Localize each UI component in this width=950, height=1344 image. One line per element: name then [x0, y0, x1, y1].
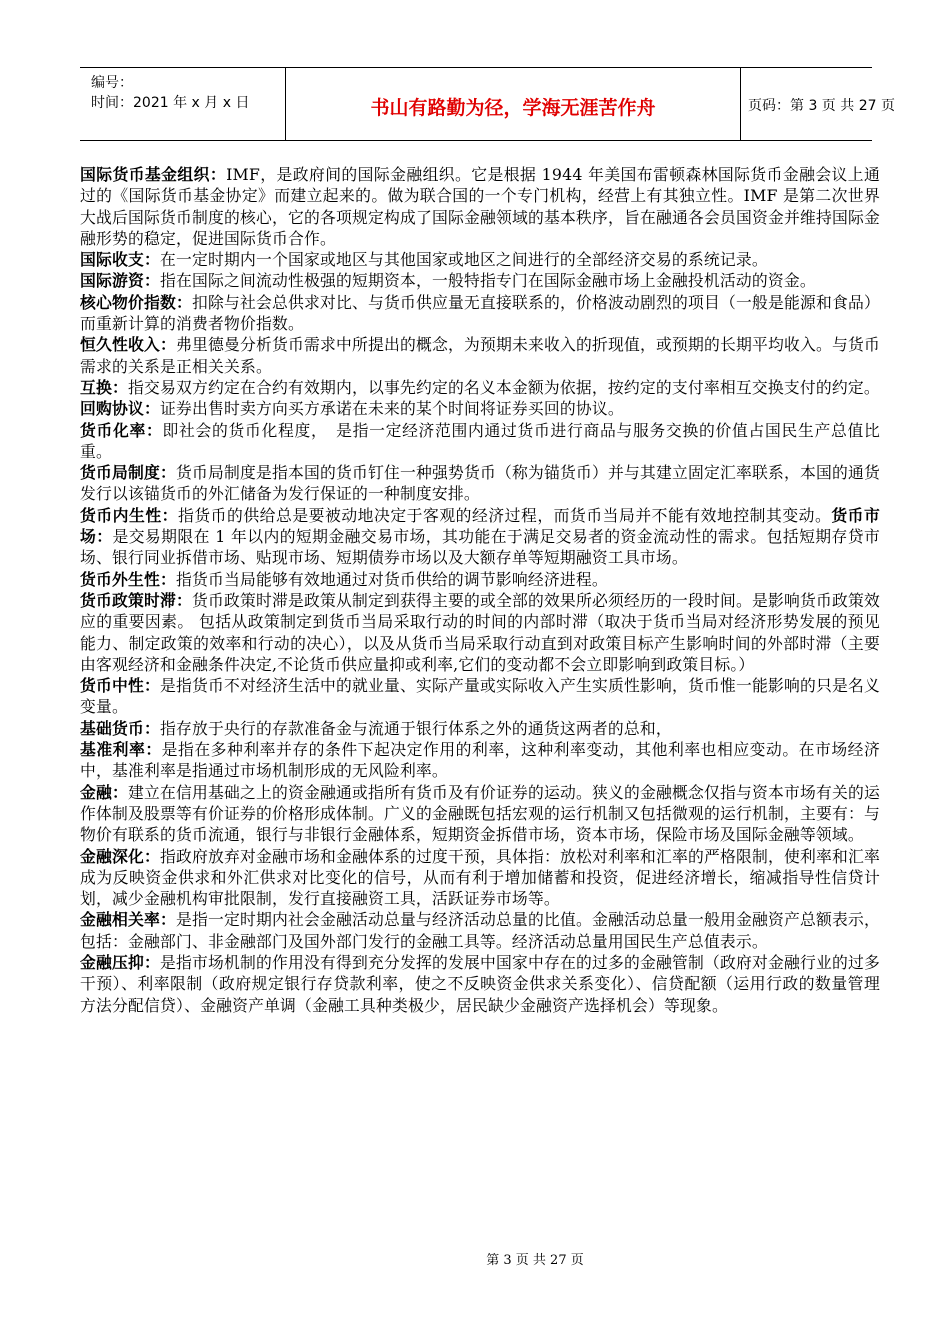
glossary-entry — [80, 739, 880, 782]
glossary-term: 货币内生性： — [80, 505, 178, 525]
glossary-definition: 在一定时期内一个国家或地区与其他国家或地区之间进行的全部经济交易的系统记录。 — [160, 250, 768, 270]
glossary-term: 货币外生性： — [80, 569, 176, 589]
glossary-definition: IMF，是政府间的国际金融组织。它是根据 1944 年美国布雷顿森林国际货币金融会议上通过的《国际货币基金协定》而建立起来的。做为联合国的一个专门机构，经营上有其独立性。IMF 是第二次世界大战后国际货币制度的核心，它的各项规定构成了国际金融领域的基本秩序，旨在融通各会员国资金并维持国际金融形势的稳定，促进国际货币合作。 — [80, 165, 880, 248]
glossary-entry — [80, 462, 880, 505]
glossary-content — [80, 164, 880, 1016]
glossary-entry — [80, 909, 880, 952]
header-page-cell — [742, 68, 895, 140]
glossary-definition: 是指货币不对经济生活中的就业量、实际产量或实际收入产生实质性影响，货币惟一能影响的只是名义变量。 — [80, 676, 880, 717]
header-meta-cell — [80, 68, 286, 140]
glossary-term: 货币化率： — [80, 420, 163, 440]
glossary-entry — [80, 334, 880, 377]
glossary-term: 国际货币基金组织： — [80, 165, 227, 184]
glossary-entry — [80, 846, 880, 910]
glossary-definition: 弗里德曼分析货币需求中所提出的概念，为预期未来收入的折现值，或预期的长期平均收入。与货币需求的关系是正相关关系。 — [80, 335, 880, 376]
glossary-term: 基础货币： — [80, 718, 160, 738]
glossary-term: 核心物价指数： — [80, 292, 192, 312]
glossary-entry — [80, 782, 880, 846]
glossary-definition: 指货币当局能够有效地通过对货币供给的调节影响经济进程。 — [175, 569, 608, 589]
glossary-definition: 指政府放弃对金融市场和金融体系的过度干预，具体指：放松对利率和汇率的严格限制，使利率和汇率成为反映资金供求和外汇供求对比变化的信号，从而有利于增加储蓄和投资，促进经济增长，缩减指导性信贷计划，减少金融机构审批限制，发行直接融资工具，活跃证券市场等。 — [80, 846, 880, 909]
glossary-definition: 是指在多种利率并存的条件下起决定作用的利率，这种利率变动，其他利率也相应变动。在市场经济中，基准利率是指通过市场机制形成的无风险利率。 — [80, 740, 880, 781]
glossary-term: 金融深化： — [80, 846, 160, 866]
glossary-entry — [80, 398, 880, 419]
glossary-definition: 指在国际之间流动性极强的短期资本，一般特指专门在国际金融市场上金融投机活动的资金。 — [160, 271, 816, 291]
page-footer: 第 3 页 共 27 页 — [486, 1253, 584, 1268]
glossary-term: 货币中性： — [80, 676, 160, 696]
document-date-label: 时间：2021 年 x 月 x 日 — [91, 95, 250, 111]
header-motto: 书山有路勤为径，学海无涯苦作舟 — [370, 97, 656, 119]
glossary-entry — [80, 420, 880, 463]
glossary-entry — [80, 270, 880, 291]
glossary-entry — [80, 505, 880, 569]
glossary-term: 国际收支： — [80, 250, 160, 270]
glossary-entry — [80, 590, 880, 675]
glossary-term: 基准利率： — [80, 740, 162, 760]
header-page-info: 页码：第 3 页 共 27 页 — [748, 98, 895, 114]
glossary-entry — [80, 952, 880, 1016]
glossary-definition: 是指市场机制的作用没有得到充分发挥的发展中国家中存在的过多的金融管制（政府对金融行业的过多干预）、利率限制（政府规定银行存贷款利率，使之不反映资金供求关系变化）、信贷配额（运用行政的数量管理方法分配信贷）、金融资产单调（金融工具种类极少，居民缺少金融资产选择机会）等现象。 — [80, 952, 880, 1015]
glossary-term: 金融： — [80, 782, 128, 802]
page-header — [80, 67, 895, 141]
glossary-definition: 货币政策时滞是政策从制定到获得主要的或全部的效果所必须经历的一段时间。是影响货币政策效应的重要因素。 包括从政策制定到货币当局采取行动的时间的内部时滞（取决于货币当局对经济形势发展的预见能力、制定政策的效率和行动的决心），以及从货币当局采取行动直到对政策目标产生影响时间的外部时滞（主要由客观经济和金融条件决定,不论货币供应量抑或利率,它们的变动都不会立即影响到政策目标。） — [80, 590, 880, 674]
glossary-entry — [80, 718, 880, 739]
glossary-term: 国际游资： — [80, 271, 160, 291]
glossary-term: 货币局制度： — [80, 463, 176, 483]
glossary-definition: 是指一定时期内社会金融活动总量与经济活动总量的比值。金融活动总量一般用金融资产总额表示，包括：金融部门、非金融部门及国外部门发行的金融工具等。经济活动总量用国民生产总值表示。 — [80, 910, 880, 951]
header-motto-cell — [286, 68, 741, 140]
glossary-definition: 指货币的供给总是要被动地决定于客观的经济过程，而货币当局并不能有效地控制其变动。 — [178, 505, 832, 525]
glossary-term: 恒久性收入： — [80, 335, 176, 355]
glossary-term: 货币市场： — [80, 505, 880, 547]
glossary-definition: 建立在信用基础之上的资金融通或指所有货币及有价证券的运动。狭义的金融概念仅指与资本市场有关的运作体制及股票等有价证券的价格形成体制。广义的金融既包括宏观的运行机制又包括微观的运行机制，主要有：与物价有联系的货币流通，银行与非银行金融体系，短期资金拆借市场，资本市场，保险市场及国际金融等领域。 — [80, 782, 880, 845]
glossary-term: 金融相关率： — [80, 910, 176, 930]
glossary-entry — [80, 292, 880, 335]
glossary-definition: 货币局制度是指本国的货币钉住一种强势货币（称为锚货币）并与其建立固定汇率联系，本国的通货发行以该锚货币的外汇储备为发行保证的一种制度安排。 — [80, 463, 880, 504]
glossary-entry — [80, 675, 880, 718]
glossary-term: 金融压抑： — [80, 952, 160, 972]
glossary-entry — [80, 377, 880, 398]
document-number-label: 编号： — [91, 75, 133, 91]
glossary-definition: 指交易双方约定在合约有效期内，以事先约定的名义本金额为依据，按约定的支付率相互交换支付的约定。 — [128, 377, 880, 397]
glossary-entry — [80, 569, 880, 590]
glossary-definition: 即社会的货币化程度， 是指一定经济范围内通过货币进行商品与服务交换的价值占国民生产总值比重。 — [80, 420, 880, 461]
glossary-entry — [80, 164, 880, 249]
glossary-term: 货币政策时滞： — [80, 590, 192, 610]
glossary-definition: 是交易期限在 1 年以内的短期金融交易市场，其功能在于满足交易者的资金流动性的需求。包括短期存贷市场、银行同业拆借市场、贴现市场、短期债券市场以及大额存单等短期融资工具市场。 — [80, 527, 880, 568]
glossary-definition: 扣除与社会总供求对比、与货币供应量无直接联系的，价格波动剧烈的项目（一般是能源和食品）而重新计算的消费者物价指数。 — [80, 292, 880, 334]
glossary-entry — [80, 249, 880, 270]
glossary-definition: 证券出售时卖方向买方承诺在未来的某个时间将证券买回的协议。 — [160, 399, 624, 419]
glossary-definition: 指存放于央行的存款准备金与流通于银行体系之外的通货这两者的总和， — [160, 718, 672, 738]
glossary-term: 回购协议： — [80, 399, 160, 419]
glossary-term: 互换： — [80, 377, 128, 397]
